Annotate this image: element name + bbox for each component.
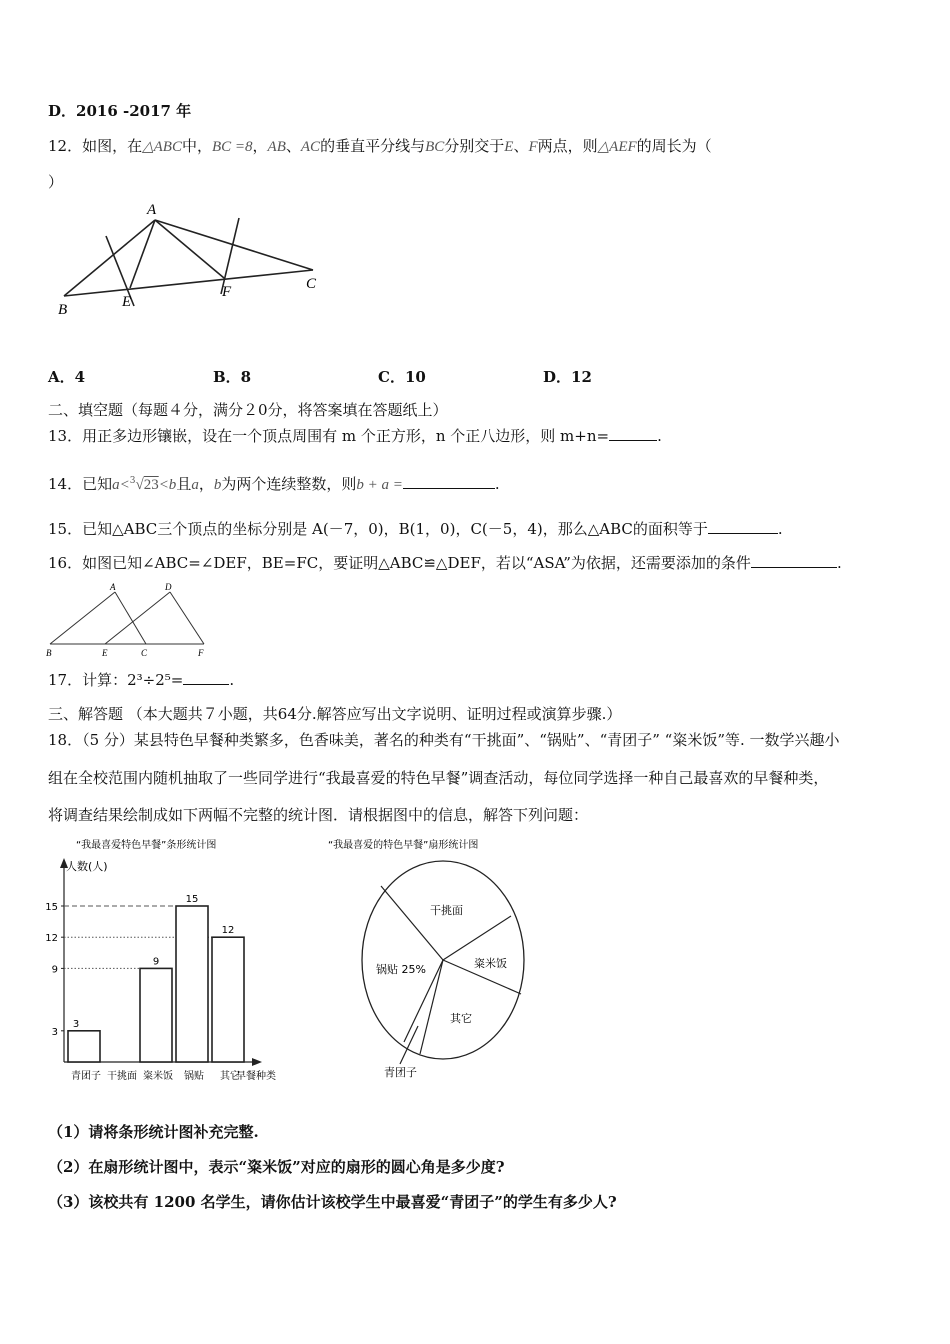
bar-0 [68,1031,100,1062]
bar-4 [212,937,244,1062]
y-tick-label: 9 [51,964,58,976]
bar-value-label: 3 [72,1018,80,1030]
bar-value-label: 12 [221,925,235,937]
q13-text: 13．用正多边形镶嵌，设在一个顶点周围有 m 个正方形，n 个正八边形，则 m+n= . [48,427,662,445]
q12-option-d: D．12 [543,368,592,386]
q12-option-a: A．4 [48,368,86,386]
pie-label-qita: 其它 [450,1012,472,1025]
pie-chart-title: “我最喜爱的特色早餐”扇形统计图 [328,840,479,851]
q11-option-d: D．2016 -2017 年 [48,102,192,120]
fig16-label-a: A [110,582,116,592]
fig16-label-e: E [102,648,108,658]
bar-chart-xlabel: 早餐种类 [236,1071,276,1082]
bar-value-label: 9 [152,956,160,968]
x-category-label: 青团子 [71,1071,101,1082]
y-tick-label: 3 [51,1026,58,1038]
pie-label-guotie: 锅贴 25% [376,963,426,976]
q16-figure [44,578,214,660]
q18-line3: 将调查结果绘制成如下两幅不完整的统计图．请根据图中的信息，解答下列问题： [48,806,589,824]
x-category-label: 粢米饭 [143,1071,173,1082]
bar-2 [140,968,172,1062]
bar-value-label: 15 [185,894,199,905]
x-category-label: 其它 [220,1071,240,1082]
sub-question-3: （3）该校共有 1200 名学生，请你估计该校学生中最喜爱“青团子”的学生有多少人? [48,1193,617,1211]
q12-figure [48,196,338,326]
pie-divider-1 [381,886,443,960]
fig12-label-f: F [222,284,232,300]
pie-divider-2 [443,916,511,960]
pie-chart [318,836,558,1086]
bar-chart-ylabel: 人数(人) [66,860,108,873]
x-category-label: 锅贴 [184,1071,204,1082]
bar-3 [176,906,208,1062]
pie-label-cimi: 粢米饭 [474,957,507,970]
fig16-label-b: B [46,648,52,658]
fig12-label-b: B [58,302,68,318]
fig12-label-a: A [147,202,157,218]
q18-line1: 18．（5 分）某县特色早餐种类繁多，色香味美，著名的种类有“干挑面”、“锅贴”、“青团子” “粢米饭”等. 一数学兴趣小 [48,731,840,749]
fig12-label-e: E [122,294,132,310]
x-category-label: 干挑面 [107,1071,137,1082]
fig16-label-f: F [198,648,204,658]
q17-text: 17．计算：2³÷2⁵= . [48,671,235,689]
q12-text: 12．如图，在△ABC中，BC =8，AB、AC的垂直平分线与BC分别交于E、F两点，则△AEF的周长为（ [48,137,712,155]
y-tick-label: 12 [45,933,58,945]
bar-chart [40,836,300,1086]
q12-option-b: B．8 [213,368,252,386]
q16-text: 16．如图已知∠ABC=∠DEF，BE=FC，要证明△ABC≌△DEF，若以“ASA”为依据，还需要添加的条件 . [48,554,842,572]
section2-header: 二、填空题（每题４分，满分２0分，将答案填在答题纸上） [48,401,448,419]
q14-text: 14．已知a<$^3$√23<b且a，b为两个连续整数，则b + a = . [48,475,500,493]
q18-line2: 组在全校范围内随机抽取了一些同学进行“我最喜爱的特色早餐”调查活动，每位同学选择一种自己最喜欢的早餐种类， [48,769,829,787]
pie-label-qingtuanzi: 青团子 [384,1066,417,1079]
fig12-label-c: C [306,276,317,292]
bar-chart-title: “我最喜爱特色早餐”条形统计图 [76,840,217,851]
section3-header: 三、解答题 （本大题共７小题，共64分.解答应写出文字说明、证明过程或演算步骤.） [48,705,622,723]
sub-question-2: （2）在扇形统计图中，表示“粢米饭”对应的扇形的圆心角是多少度? [48,1158,505,1176]
q12-option-c: C．10 [378,368,426,386]
q15-text: 15．已知△ABC三个顶点的坐标分别是 A(－7，0)，B(1，0)，C(－5，4)，那么△ABC的面积等于 . [48,520,783,538]
fig16-label-c: C [141,648,148,658]
y-tick-label: 15 [45,902,58,913]
x-axis-arrow [252,1058,262,1066]
pie-label-ganti: 干挑面 [430,904,463,917]
q12-close-paren: ） [48,173,64,191]
sub-question-1: （1）请将条形统计图补充完整. [48,1123,259,1141]
fig16-label-d: D [165,582,172,592]
